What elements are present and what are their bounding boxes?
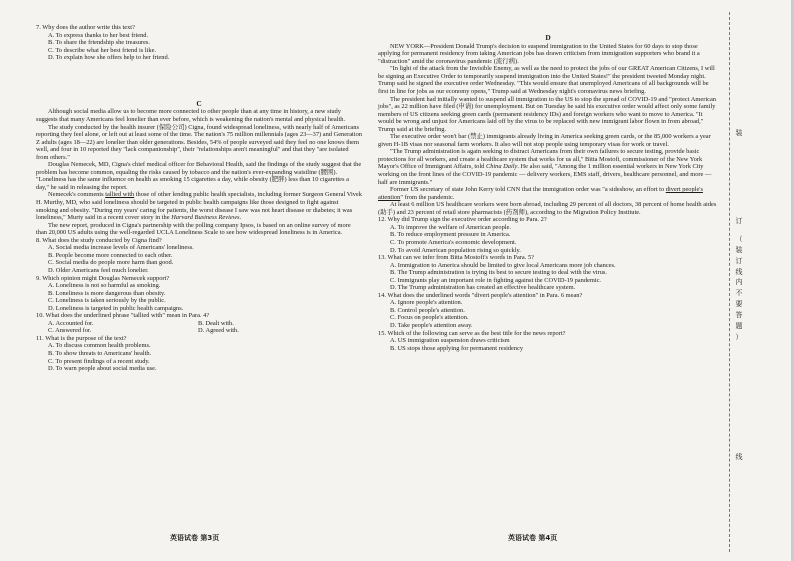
q11-option-d: D. To warn people about social media use.	[48, 365, 157, 373]
q11-option-c: C. To present findings of a recent study.	[48, 357, 150, 365]
para-5-text-cont: . He also said, "Among the 1 million essential workers in New York City working on the front lines of the COVID-19 pandemic — delivery workers, EMS staff, drivers, healthcare personnel, and more — half are immigrants."	[378, 163, 712, 186]
q8-option-b: B. People become more connected to each other.	[48, 251, 173, 259]
q10-options-row-2	[36, 327, 362, 335]
notice-char: 要	[735, 300, 743, 309]
section-c-heading: C	[196, 98, 202, 108]
notice-char: 题	[735, 321, 743, 330]
q10-option-d: D. Agreed with.	[198, 327, 239, 335]
q11-stem: 11. What is the purpose of the text?	[36, 334, 127, 342]
q7-option-d: D. To explain how she offers help to her friend.	[48, 54, 170, 62]
notice-char: 内	[735, 278, 743, 287]
para-6-text-cont: " from the pandemic.	[400, 193, 455, 201]
para-4-text: Nemecek's comments	[48, 191, 106, 199]
binding-line	[729, 12, 730, 552]
q12-option-d: D. To avoid American population rising so quickly.	[390, 246, 521, 254]
magazine-title: Harvard Business Reviews	[171, 214, 240, 222]
passage-d-para-6	[378, 186, 718, 201]
para-5-text: "The Trump administration is again seeking to distract Americans from their own failures to secure testing, provide basic protections for all workers, and create a healthcare system that works for us all," Bitta Mostofi, commissioner of the New York Mayor's Office of Immigrant Affairs, told	[378, 148, 703, 171]
passage-d-para-3: The president had initially wanted to suspend all immigration to the US to stop the spread of COVID-19 and "protect American jobs", as 22 million have filed (申请) for unemployment. But on Tuesday he said his executive order would affect only some family members of US citizens seeking green cards (permanent residency IDs) and foreign workers who want to move to America. "It would be wrong and unjust for Americans laid off by the virus to be replaced with new immigrant labor flown in from abroad," Trump said at the briefing.	[378, 95, 716, 133]
passage-d-para-4: The executive order won't bar (禁止) immigrants already living in America seeking green cards, or the 85,000 workers a year given H-1B visas nor seasonal farm workers. It also will not stop people using temporary visas for work or travel.	[378, 133, 711, 148]
q10-stem: 10. What does the underlined phrase "tallied with" mean in Para. 4?	[36, 312, 210, 320]
page-footer-left: 英语试卷 第3页	[170, 534, 220, 542]
passage-c-para-3: Douglas Nemecek, MD, Cigna's chief medical officer for Behavioral Health, said the findings of the study suggest that the problem has become common, equaling the risks caused by tobacco and the nation's ever-expanding waistline (腰围). "Loneliness has the same influence on health as smoking 15 cigarettes a day, while obesity (肥胖) less than 10 cigarettes a day," he said in releasing the report.	[36, 161, 362, 191]
q8-option-d: D. Older Americans feel much lonelier.	[48, 266, 149, 274]
q14-option-a: A. Ignore people's attention.	[390, 299, 463, 307]
q7-option-c: C. To describe what her best friend is like.	[48, 46, 157, 54]
underlined-phrase-tallied-with: tallied with	[105, 191, 135, 199]
q9-option-c: C. Loneliness is taken seriously by the public.	[48, 297, 166, 305]
q9-option-a: A. Loneliness is not so harmful as smoking.	[48, 282, 161, 290]
q14-option-c: C. Focus on people's attention.	[390, 314, 469, 322]
q7-stem: 7. Why does the author write this text?	[36, 24, 135, 31]
passage-c-para-5: The new report, produced in Cigna's partnership with the polling company Ipsos, is based on an online survey of more than 20,000 US adults using the well-regarded UCLA Loneliness Scale to see how widespread loneliness is in America.	[36, 221, 351, 237]
q13-option-c: C. Immigrants play an important role in fighting against the COVID-19 pandemic.	[390, 276, 602, 284]
passage-c-para-2: The study conducted by the health insurer (保险公司) Cigna, found widespread loneliness, with nearly half of Americans reporting they feel alone, or left out at least some of the time. The nation's 75 million millennials (ages 23—37) and Generation Z adults (ages 18—22) are lonelier than older generations. Besides, 54% of people surveyed said they feel no one knows them well, and four in 10 reported they "lack companionship", their "relationships aren't meaningful" and that they "are isolated from others."	[36, 123, 362, 161]
newspaper-name: China Daily	[485, 163, 518, 171]
notice-char: 线	[735, 267, 743, 276]
passage-c-para-4	[36, 191, 362, 221]
q13-stem: 13. What can we infer from Bitta Mostofi's words in Para. 5?	[378, 254, 534, 262]
underlined-phrase-divert: divert people's attention	[378, 186, 703, 201]
passage-d-para-1: NEW YORK—President Donald Trump's decision to suspend immigration to the United States for 60 days to stop those applying for permanent residency from taking American jobs has drawn criticism from immigration supporters who brand it a "distraction" amid the coronavirus pandemic (流行病).	[378, 42, 700, 65]
para-4-end: .	[239, 214, 242, 222]
q14-option-b: B. Control people's attention.	[390, 306, 465, 314]
q14-option-d: D. Take people's attention away.	[390, 321, 473, 329]
q12-option-a: A. To improve the welfare of American people.	[390, 223, 511, 231]
q13-option-a: A. Immigration to America should be limited to give local Americans more job chances.	[390, 261, 616, 269]
passage-d-para-2: "In light of the attack from the Invisible Enemy, as well as the need to protect the jobs of our GREAT American Citizens, I will be signing an Executive Order to temporarily suspend immigration into the United States!" the president tweeted Monday night. Trump said he signed the executive order Wednesday. "This would ensure that unemployed Americans of all backgrounds will be first in line for jobs as our economy opens," Trump said at Wednesday night's coronavirus news briefing.	[378, 65, 715, 96]
q10-options-row-1	[36, 320, 362, 328]
notice-char: 装	[735, 245, 743, 254]
section-d-heading: D	[545, 33, 551, 42]
spacer	[36, 62, 362, 100]
q12-stem: 12. Why did Trump sign the executive order according to Para. 2?	[378, 216, 547, 224]
q10-option-b: B. Dealt with.	[198, 319, 234, 327]
passage-c-para-1: Although social media allow us to become more connected to other people than at any time in history, a new study suggests that many Americans feel lonelier than ever before, which is weakening the nation's mental and physical health.	[36, 108, 346, 124]
bracket-open: （	[735, 235, 743, 243]
q9-option-d: D. Loneliness is targeted in public health campaigns.	[48, 304, 184, 312]
binding-char-bottom: 线	[735, 453, 743, 461]
q7-option-a: A. To express thanks to her best friend.	[48, 31, 149, 39]
notice-char: 答	[735, 310, 743, 319]
q13-option-b: B. The Trump administration is trying its best to secure testing to deal with the virus.	[390, 269, 607, 277]
q10-option-a: A. Accounted for.	[48, 319, 94, 327]
q15-stem: 15. Which of the following can serve as the best title for the news report?	[378, 329, 566, 337]
notice-char: 不	[735, 289, 743, 298]
passage-d-para-5	[378, 148, 718, 186]
q14-stem: 14. What does the underlined words "divert people's attention" in Para. 6 mean?	[378, 291, 583, 299]
bracket-close: ）	[735, 332, 743, 341]
para-6-text: Former US secretary of state John Kerry told CNN that the immigration order was "a sideshow, an effort to	[390, 186, 666, 194]
right-page	[378, 24, 718, 352]
binding-char-top: 装	[735, 129, 743, 137]
q7-option-b: B. To share the friendship she treasures.	[48, 39, 151, 47]
q8-stem: 8. What does the study conducted by Cigna find?	[36, 236, 162, 244]
left-page	[36, 24, 362, 373]
q8-option-c: C. Social media do people more harm than good.	[48, 259, 174, 267]
q9-option-b: B. Loneliness is more dangerous than obesity.	[48, 289, 166, 297]
binding-char-mid: 订	[735, 217, 743, 225]
page-footer-right: 英语试卷 第4页	[508, 534, 558, 542]
q8-option-a: A. Social media increase levels of Americans' loneliness.	[48, 244, 194, 252]
q13-option-d: D. The Trump administration has created an effective healthcare system.	[390, 284, 576, 292]
para-4-text-cont: those of other lending public health specialists, including former Surgeon General Vivek H. Murthy, MD, who said loneliness should be targeted in public health campaigns like those designed to fight against smoking and obesity. "During my years' caring for patients, the worst disease I saw was not heart disease or diabetes; it was loneliness," Murty said in a recent cover story in the	[36, 191, 362, 222]
q10-option-c: C. Answered for.	[48, 327, 92, 335]
q11-option-b: B. To show threats to Americans' health.	[48, 349, 152, 357]
q9-stem: 9. Which opinion might Douglas Nemecek support?	[36, 274, 170, 282]
binding-notice	[731, 234, 747, 342]
q12-option-b: B. To reduce employment pressure in America.	[390, 231, 511, 239]
q12-option-c: C. To promote America's economic development.	[390, 238, 517, 246]
q15-option-b: B. US stops those applying for permanent residency	[390, 344, 524, 352]
q11-option-a: A. To discuss common health problems.	[48, 342, 151, 350]
q15-option-a: A. US immigration suspension draws criticism	[390, 337, 510, 345]
notice-char: 订	[735, 256, 743, 265]
passage-d-para-7: At least 6 million US healthcare workers were born abroad, including 29 percent of all doctors, 38 percent of home health aides (助手) and 23 percent of retail store pharmacists (药剂师), according to the Migration Policy Institute.	[378, 201, 717, 216]
